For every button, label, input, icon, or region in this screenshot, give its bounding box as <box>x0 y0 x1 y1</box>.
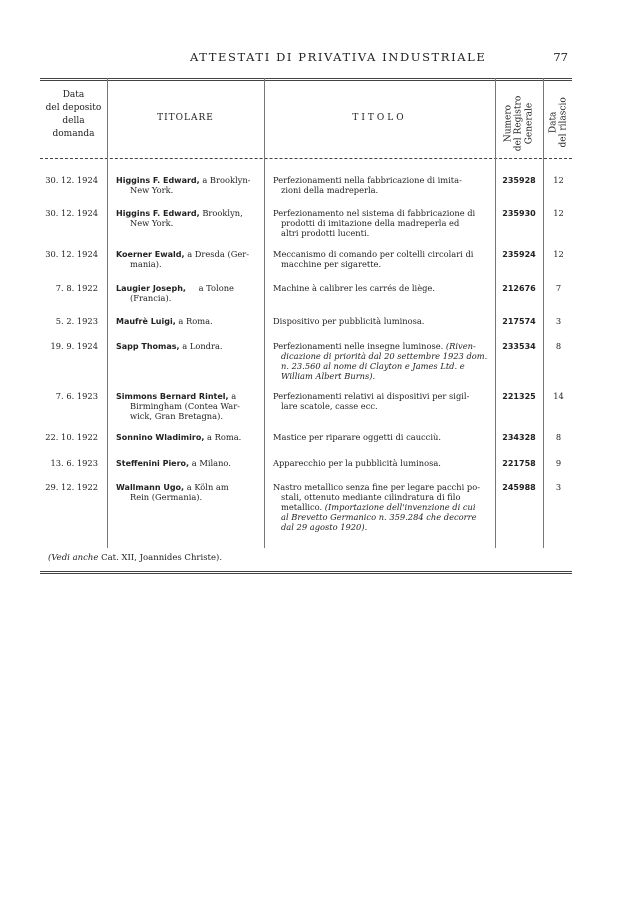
row-holder <box>116 284 256 304</box>
holder-name: Laugier Joseph, <box>116 284 186 293</box>
row-date: 13. 6. 1923 <box>50 458 98 468</box>
holder-text: a Roma. <box>207 432 242 442</box>
row-release: 7 <box>555 283 562 293</box>
title-line: n. 23.560 al nome di Clayton e James Ltd. e <box>281 360 465 371</box>
holder-name: Maufrè Luigi, <box>116 317 176 326</box>
holder-text: a Köln am <box>186 482 229 492</box>
row-holder <box>116 392 256 422</box>
header-number-line: del Registro <box>513 95 524 152</box>
row-date: 30. 12. 1924 <box>45 249 98 259</box>
row-release: 3 <box>555 316 562 326</box>
row-title <box>273 317 491 327</box>
row-holder <box>116 459 256 469</box>
holder-text: a Dresda (Ger- <box>187 249 249 259</box>
holder-text: wick, Gran Bretagna). <box>130 410 223 421</box>
header-date <box>40 89 107 141</box>
holder-text: Birmingham (Contea War- <box>130 400 240 411</box>
title-line: Perfezionamenti nelle insegne luminose. <box>273 341 444 351</box>
row-number: 234328 <box>502 433 536 442</box>
row-date: 30. 12. 1924 <box>45 208 98 218</box>
row-release: 12 <box>553 175 564 185</box>
title-line: Mastice per riparare oggetti di caucciù. <box>273 432 441 442</box>
title-line: al Brevetto Germanico n. 359.284 che decorre <box>281 511 477 522</box>
title-line: William Albert Burns). <box>281 370 376 381</box>
title-line: lare scatole, casse ecc. <box>281 400 378 411</box>
title-line: Machine à calibrer les carrés de liège. <box>273 283 435 293</box>
row-title <box>273 483 491 533</box>
table-top-rule <box>40 78 572 81</box>
row-title <box>273 209 491 239</box>
row-release: 12 <box>553 208 564 218</box>
column-divider <box>107 78 108 548</box>
column-divider <box>264 78 265 548</box>
title-line: Apparecchio per la pubblicità luminosa. <box>273 458 441 468</box>
holder-name: Simmons Bernard Rintel, <box>116 392 229 401</box>
holder-name: Higgins F. Edward, <box>116 176 200 185</box>
title-line: metallico. <box>281 501 323 512</box>
row-number: 235930 <box>502 209 536 218</box>
holder-text: a Brooklyn- <box>202 175 251 185</box>
row-number: 233534 <box>502 342 536 351</box>
title-line: Meccanismo di comando per coltelli circolari di <box>273 249 474 259</box>
row-holder <box>116 433 256 443</box>
row-holder <box>116 483 256 503</box>
row-release: 3 <box>555 482 562 492</box>
holder-text: a <box>231 391 237 401</box>
holder-text: a Roma. <box>178 316 213 326</box>
header-release-line: Data <box>548 111 559 134</box>
holder-text: Brooklyn, <box>202 208 243 218</box>
row-title <box>273 176 491 196</box>
title-line: macchine per sigarette. <box>281 258 382 269</box>
title-line: (Importazione dell'invenzione di cui <box>324 501 476 512</box>
row-title <box>273 433 491 443</box>
row-number: 217574 <box>502 317 536 326</box>
holder-text: New York. <box>130 184 174 195</box>
row-holder <box>116 317 256 327</box>
bottom-rule <box>40 571 572 574</box>
title-line: Nastro metallico senza fine per legare pacchi po- <box>273 482 481 492</box>
title-line: (Riven- <box>445 341 476 351</box>
row-holder <box>116 209 256 229</box>
header-number <box>503 89 534 159</box>
header-release <box>549 87 570 157</box>
title-line: Perfezionamenti relativi ai dispositivi per sigil- <box>273 391 470 401</box>
title-line: Perfezionamenti nella fabbricazione di imita- <box>273 175 462 185</box>
holder-name: Koerner Ewald, <box>116 250 185 259</box>
header-number-line: Numero <box>503 104 514 143</box>
row-date: 29. 12. 1922 <box>45 482 98 492</box>
title-line: dal 29 agosto 1920). <box>281 521 368 532</box>
holder-name: Higgins F. Edward, <box>116 209 200 218</box>
row-release: 14 <box>553 391 564 401</box>
row-date: 7. 6. 1923 <box>55 391 98 401</box>
title-line: zioni della madreperla. <box>281 184 379 195</box>
row-date: 7. 8. 1922 <box>55 283 98 293</box>
row-release: 12 <box>553 249 564 259</box>
footnote-prefix: (Vedi anche <box>48 553 99 563</box>
row-number: 245988 <box>502 483 536 492</box>
column-divider <box>495 78 496 548</box>
holder-name: Steffenini Piero, <box>116 459 190 468</box>
header-title: TITOLO <box>352 113 407 123</box>
row-number: 221758 <box>502 459 536 468</box>
holder-name: Wallmann Ugo, <box>116 483 185 492</box>
title-line: Perfezionamento nel sistema di fabbricazione di <box>273 208 476 218</box>
footnote <box>48 553 222 563</box>
row-date: 19. 9. 1924 <box>50 341 98 351</box>
patent-table <box>40 78 572 548</box>
row-date: 22. 10. 1922 <box>45 432 98 442</box>
row-number: 235924 <box>502 250 536 259</box>
header-number-line: Generale <box>524 102 535 145</box>
header-rule <box>40 158 572 159</box>
title-line: stali, ottenuto mediante cilindratura di filo <box>281 491 461 502</box>
row-number: 221325 <box>502 392 536 401</box>
holder-text: Rein (Germania). <box>130 491 203 502</box>
holder-text: a Tolone <box>198 283 234 293</box>
holder-name: Sapp Thomas, <box>116 342 180 351</box>
title-line: altri prodotti lucenti. <box>281 227 370 238</box>
row-release: 8 <box>555 432 562 442</box>
holder-text: (Francia). <box>130 292 172 303</box>
row-number: 235928 <box>502 176 536 185</box>
header-date-line: domanda <box>52 129 95 140</box>
row-holder <box>116 176 256 196</box>
row-number: 212676 <box>502 284 536 293</box>
row-holder <box>116 250 256 270</box>
row-release: 9 <box>555 458 562 468</box>
row-title <box>273 284 491 294</box>
page-number: 77 <box>553 50 568 64</box>
holder-name: Sonnino Wladimiro, <box>116 433 205 442</box>
row-date: 30. 12. 1924 <box>45 175 98 185</box>
title-line: Dispositivo per pubblicità luminosa. <box>273 316 425 326</box>
page-header <box>40 50 580 70</box>
holder-text: a Milano. <box>191 458 231 468</box>
header-date-line: Data <box>62 90 85 100</box>
row-title <box>273 342 491 382</box>
footnote-text: Cat. XII, Joannides Christe). <box>101 553 223 563</box>
title-line: dicazione di priorità dal 20 settembre 1923 dom. <box>281 350 488 361</box>
holder-text: a Londra. <box>182 341 223 351</box>
holder-text: mania). <box>130 258 162 269</box>
page-title: ATTESTATI DI PRIVATIVA INDUSTRIALE <box>190 50 487 64</box>
row-release: 8 <box>555 341 562 351</box>
header-holder: TITOLARE <box>157 113 214 123</box>
column-divider <box>543 78 544 548</box>
row-holder <box>116 342 256 352</box>
header-date-line: del deposito <box>45 103 102 114</box>
title-line: prodotti di imitazione della madreperla ed <box>281 217 460 228</box>
header-date-line: della <box>62 116 85 127</box>
row-title <box>273 392 491 412</box>
row-title <box>273 459 491 469</box>
holder-text: New York. <box>130 217 174 228</box>
header-release-line: del rilascio <box>559 97 569 148</box>
row-title <box>273 250 491 270</box>
row-date: 5. 2. 1923 <box>55 316 98 326</box>
